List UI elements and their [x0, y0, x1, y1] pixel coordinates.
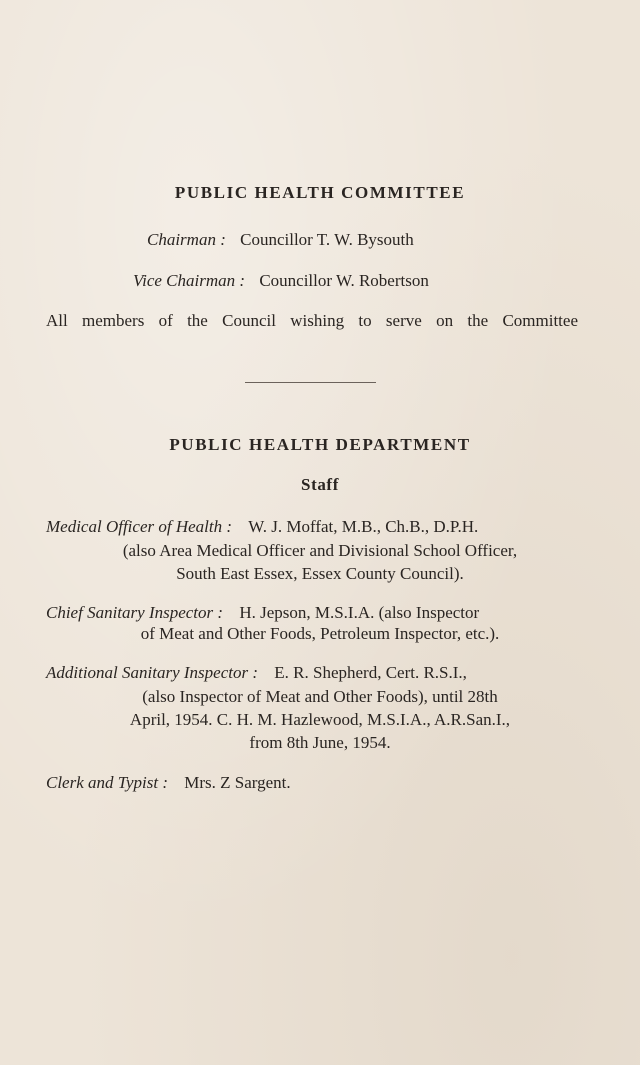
additional-inspector-line-2: (also Inspector of Meat and Other Foods), until 28th — [142, 687, 498, 706]
additional-inspector-line-3: April, 1954. C. H. M. Hazlewood, M.S.I.A., A.R.San.I., — [129, 710, 511, 729]
additional-inspector-line-4: from 8th June, 1954. — [249, 733, 391, 752]
chief-inspector-name: H. Jepson, M.S.I.A. (also Inspector — [239, 603, 480, 622]
medical-officer-label: Medical Officer of Health : — [46, 517, 233, 536]
medical-officer-name: W. J. Moffat, M.B., Ch.B., D.P.H. — [248, 517, 479, 536]
vice-chairman-line — [133, 270, 429, 292]
chairman-line — [147, 229, 414, 251]
chief-inspector-label: Chief Sanitary Inspector : — [46, 603, 224, 622]
staff-heading: Staff — [301, 475, 339, 494]
vice-chairman-label: Vice Chairman : — [133, 271, 246, 290]
additional-inspector-label: Additional Sanitary Inspector : — [46, 663, 259, 682]
members-note: All members of the Council wishing to serve on the Committee — [46, 311, 578, 330]
section-divider — [245, 382, 376, 383]
medical-officer-line-1 — [46, 516, 478, 538]
additional-inspector-line-1 — [46, 662, 467, 684]
committee-heading: PUBLIC HEALTH COMMITTEE — [174, 183, 466, 202]
department-heading: PUBLIC HEALTH DEPARTMENT — [169, 435, 471, 454]
clerk-label: Clerk and Typist : — [46, 773, 168, 792]
clerk-line — [46, 772, 291, 794]
vice-chairman-name: Councillor W. Robertson — [259, 271, 429, 290]
medical-officer-line-3: South East Essex, Essex County Council). — [176, 564, 464, 583]
chairman-label: Chairman : — [147, 230, 226, 249]
chief-inspector-line-1 — [46, 602, 479, 624]
chief-inspector-line-2: of Meat and Other Foods, Petroleum Inspector, etc.). — [140, 624, 500, 643]
medical-officer-line-2: (also Area Medical Officer and Divisional School Officer, — [122, 541, 518, 560]
chairman-name: Councillor T. W. Bysouth — [240, 230, 414, 249]
additional-inspector-name: E. R. Shepherd, Cert. R.S.I., — [274, 663, 467, 682]
clerk-name: Mrs. Z Sargent. — [184, 773, 291, 792]
